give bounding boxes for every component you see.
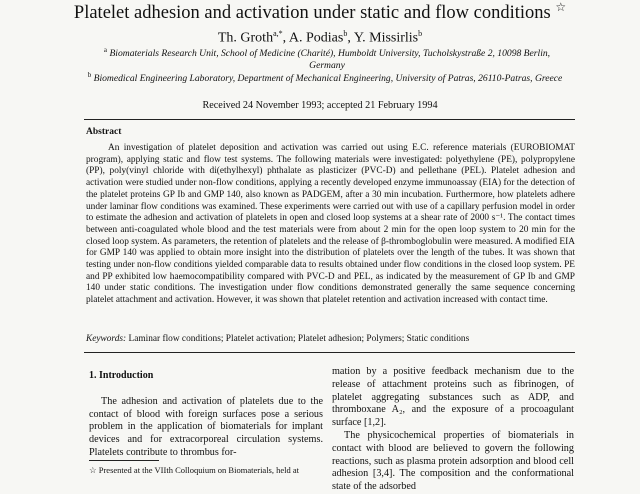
keywords bbox=[86, 333, 575, 345]
intro-right-column bbox=[332, 366, 574, 494]
intro-left-column bbox=[89, 370, 323, 460]
affiliation-line: Biomaterials Research Unit, School of Medicine (Charité), Humboldt University, Tucholskystraße 2, 10098 Berlin, bbox=[109, 48, 551, 60]
keywords-label: Keywords: bbox=[86, 334, 127, 344]
intro-paragraph: The physicochemical properties of biomaterials in contact with blood are believed to govern the following reactions, such as plasma protein adsorption and blood cell adhesion [3,4]. The composition and the conformational state of the adsorbed bbox=[332, 429, 574, 493]
intro-paragraph: The adhesion and activation of platelets due to the contact of blood with foreign surfaces pose a serious problem in the application of biomaterials for implant devices and for extracorporeal circulation systems. Platelets contribute to thrombus for- bbox=[89, 395, 323, 458]
keywords-text: Laminar flow conditions; Platelet activation; Platelet adhesion; Polymers; Static conditions bbox=[128, 334, 470, 344]
affiliation-mark: a bbox=[103, 46, 108, 54]
section-heading: 1. Introduction bbox=[89, 370, 154, 381]
footnote: ☆ Presented at the VIIth Colloquium on Biomaterials, held at bbox=[89, 465, 300, 475]
author-name: Y. Missirlis bbox=[353, 30, 419, 46]
abstract-text: An investigation of platelet deposition and activation was carried out using E.C. reference materials (EUROBIOMAT program), applying static and flow test systems. The following materials were investigated: polyethylene (PE), polypropylene (PP), poly(vinyl chloride with di(ethylhexyl) phthalate as plasticizer (PVC-D) and pellethane (PEL). Platelet adhesion and activation were studied under non-flow conditions, applying a recently developed enzyme immunoassay (EIA) for the detection of the platelet proteins GP Ib and GMP 140, also known as PADGEM, after a 30 min incubation. Furthermore, how platelets adhere under laminar flow conditions was examined. These experiments were carried out with use of a capillary perfusion model in order to estimate the adhesion and activation of platelets in open and closed loop systems at a shear rate of 2000 s⁻¹. The contact times between anti-coagulated whole blood and the test materials were from about 2 min for the open loop system to 20 min for the closed loop system. As parameters, the retention of platelets and the release of β-thromboglobulin were measured. A modified EIA for GMP 140 was applied to obtain more insight into the distribution of platelets over the length of the tubes. It was shown that testing under non-flow conditions yielded comparable data to results obtained under flow conditions in the closed loop system. PE and PP exhibited low haemocompatibility compared with PVC-D and PEL, as indicated by the measurement of GP Ib and GMP 140 under static conditions. The investigation under flow conditions demonstrated generally the same sequence concerning platelet attachment and activation. However, it was shown that platelet retention and activation increased with contact time. bbox=[86, 143, 575, 306]
author-name: Th. Groth bbox=[217, 30, 274, 46]
affiliation-mark: b bbox=[87, 71, 92, 79]
footnote-rule bbox=[89, 460, 159, 461]
affiliation-b bbox=[70, 69, 580, 85]
abstract-body bbox=[86, 143, 575, 307]
author-affiliation-mark: b bbox=[418, 29, 423, 38]
header-rule-top bbox=[84, 119, 575, 120]
author-affiliation-mark: a,* bbox=[273, 29, 283, 38]
affiliation-line: Germany bbox=[309, 60, 345, 72]
intro-paragraph: mation by a positive feedback mechanism due to the release of attachment proteins such as fibrinogen, of platelet aggregating substances such as ADP, and thromboxane A₂, and the exposure of a procoagulant surface [1,2]. bbox=[332, 366, 574, 429]
title-text: Platelet adhesion and activation under static and flow conditions bbox=[73, 3, 551, 24]
paper-title bbox=[0, 0, 640, 24]
title-footnote-mark: ☆ bbox=[555, 0, 567, 14]
author-affiliation-mark: b bbox=[343, 29, 348, 38]
author-name: A. Podias bbox=[288, 30, 344, 46]
author-separator: , bbox=[347, 30, 354, 46]
abstract-heading: Abstract bbox=[86, 127, 122, 137]
received-dates: Received 24 November 1993; accepted 21 February 1994 bbox=[202, 100, 438, 111]
header-rule-bottom bbox=[84, 352, 575, 353]
affiliation-a bbox=[92, 44, 562, 72]
author-separator: , bbox=[282, 30, 289, 46]
affiliation-line: Biomedical Engineering Laboratory, Department of Mechanical Engineering, University of Patras, 26110-Patras, Greece bbox=[93, 73, 563, 85]
